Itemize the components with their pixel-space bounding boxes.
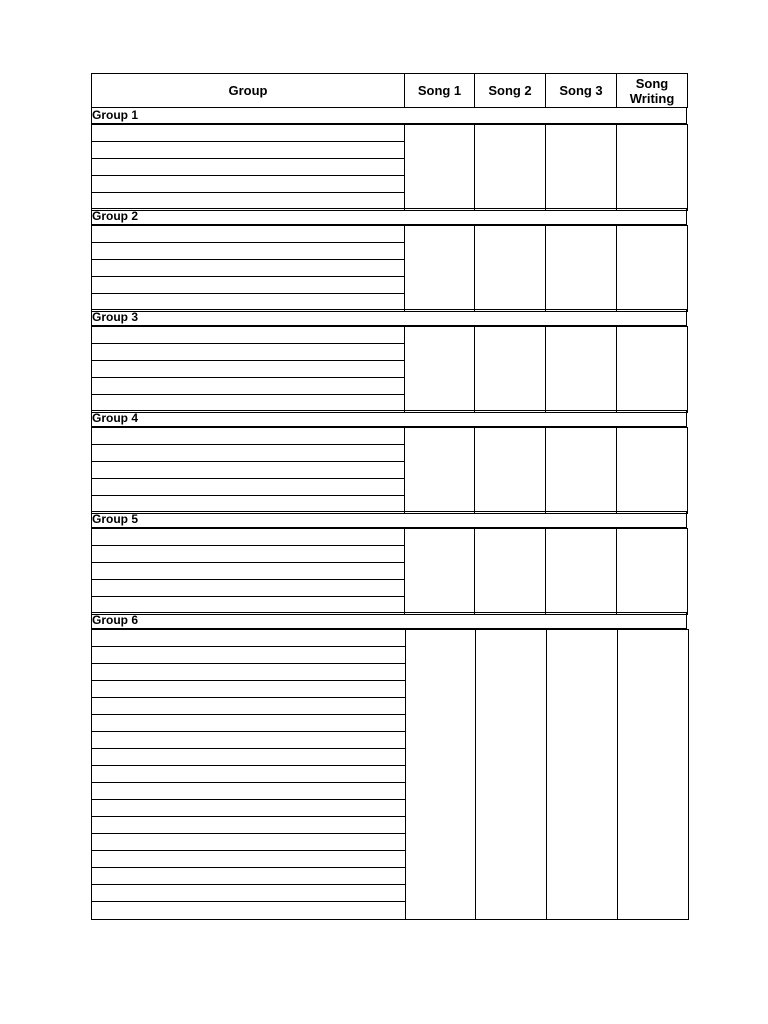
member-name-line[interactable]	[92, 176, 404, 193]
member-names-cell	[92, 529, 405, 615]
group-body	[91, 326, 688, 413]
member-name-line[interactable]	[92, 851, 405, 868]
member-name-line[interactable]	[92, 834, 405, 851]
songwriting-score-cell[interactable]	[617, 327, 688, 413]
group-title: Group 6	[92, 613, 687, 629]
member-name-line[interactable]	[92, 159, 404, 176]
songwriting-score-cell[interactable]	[617, 226, 688, 312]
member-name-line[interactable]	[92, 462, 404, 479]
group-title: Group 1	[92, 108, 687, 124]
song2-score-cell[interactable]	[475, 428, 546, 514]
member-name-line[interactable]	[92, 817, 405, 834]
song3-score-cell[interactable]	[546, 630, 617, 920]
member-name-line[interactable]	[92, 277, 404, 294]
member-name-line[interactable]	[92, 243, 404, 260]
member-name-line[interactable]	[92, 885, 405, 902]
member-names-cell	[92, 327, 405, 413]
member-name-line[interactable]	[92, 732, 405, 749]
member-name-line[interactable]	[92, 563, 404, 580]
song2-score-cell[interactable]	[475, 125, 546, 211]
group-title: Group 2	[92, 209, 687, 225]
member-name-line[interactable]	[92, 664, 405, 681]
member-name-line[interactable]	[92, 344, 404, 361]
member-names-cell	[92, 226, 405, 312]
song1-column-header: Song 1	[405, 74, 475, 108]
songwriting-score-cell[interactable]	[617, 428, 688, 514]
member-name-line[interactable]	[92, 327, 404, 344]
member-name-line[interactable]	[92, 766, 405, 783]
member-name-line[interactable]	[92, 902, 405, 919]
songwriting-score-cell[interactable]	[617, 630, 688, 920]
song2-score-cell[interactable]	[475, 226, 546, 312]
songwriting-column-header	[617, 74, 688, 108]
member-name-line[interactable]	[92, 260, 404, 277]
song1-score-cell[interactable]	[405, 428, 475, 514]
member-name-line[interactable]	[92, 361, 404, 378]
member-name-line[interactable]	[92, 715, 405, 732]
member-name-line[interactable]	[92, 226, 404, 243]
songwriting-header-line2: Writing	[629, 90, 675, 106]
member-name-line[interactable]	[92, 479, 404, 496]
group-title-row	[91, 208, 687, 225]
group-title-row	[91, 107, 687, 124]
group-title-row	[91, 410, 687, 427]
group-title-row	[91, 612, 687, 629]
song1-score-cell[interactable]	[405, 529, 475, 615]
member-name-line[interactable]	[92, 546, 404, 563]
group-body	[91, 124, 688, 211]
member-name-line[interactable]	[92, 800, 405, 817]
member-name-line[interactable]	[92, 378, 404, 395]
song1-score-cell[interactable]	[405, 327, 475, 413]
member-name-line[interactable]	[92, 783, 405, 800]
song3-score-cell[interactable]	[546, 428, 617, 514]
group-title-row	[91, 309, 687, 326]
song1-score-cell[interactable]	[405, 226, 475, 312]
member-name-line[interactable]	[92, 428, 404, 445]
member-name-line[interactable]	[92, 142, 404, 159]
song3-score-cell[interactable]	[546, 125, 617, 211]
song2-score-cell[interactable]	[475, 630, 546, 920]
songwriting-score-cell[interactable]	[617, 125, 688, 211]
member-name-line[interactable]	[92, 868, 405, 885]
member-names-cell	[92, 125, 405, 211]
song3-score-cell[interactable]	[546, 226, 617, 312]
song2-score-cell[interactable]	[475, 529, 546, 615]
member-name-line[interactable]	[92, 445, 404, 462]
song2-column-header: Song 2	[475, 74, 546, 108]
group-column-header: Group	[92, 74, 405, 108]
group-title: Group 5	[92, 512, 687, 528]
member-name-line[interactable]	[92, 698, 405, 715]
member-name-line[interactable]	[92, 125, 404, 142]
member-name-line[interactable]	[92, 580, 404, 597]
member-name-line[interactable]	[92, 529, 404, 546]
group-body	[91, 629, 689, 920]
song3-score-cell[interactable]	[546, 529, 617, 615]
group-title: Group 4	[92, 411, 687, 427]
member-name-line[interactable]	[92, 630, 405, 647]
group-title-row	[91, 511, 687, 528]
group-body	[91, 225, 688, 312]
member-names-cell	[92, 630, 406, 920]
member-name-line[interactable]	[92, 647, 405, 664]
song1-score-cell[interactable]	[405, 125, 475, 211]
group-body	[91, 528, 688, 615]
song3-score-cell[interactable]	[546, 327, 617, 413]
member-name-line[interactable]	[92, 749, 405, 766]
member-name-line[interactable]	[92, 681, 405, 698]
header-row	[91, 73, 688, 108]
song1-score-cell[interactable]	[405, 630, 475, 920]
group-title: Group 3	[92, 310, 687, 326]
member-names-cell	[92, 428, 405, 514]
songwriting-header-line1: Song	[635, 75, 669, 91]
group-body	[91, 427, 688, 514]
song2-score-cell[interactable]	[475, 327, 546, 413]
song3-column-header: Song 3	[546, 74, 617, 108]
songwriting-score-cell[interactable]	[617, 529, 688, 615]
